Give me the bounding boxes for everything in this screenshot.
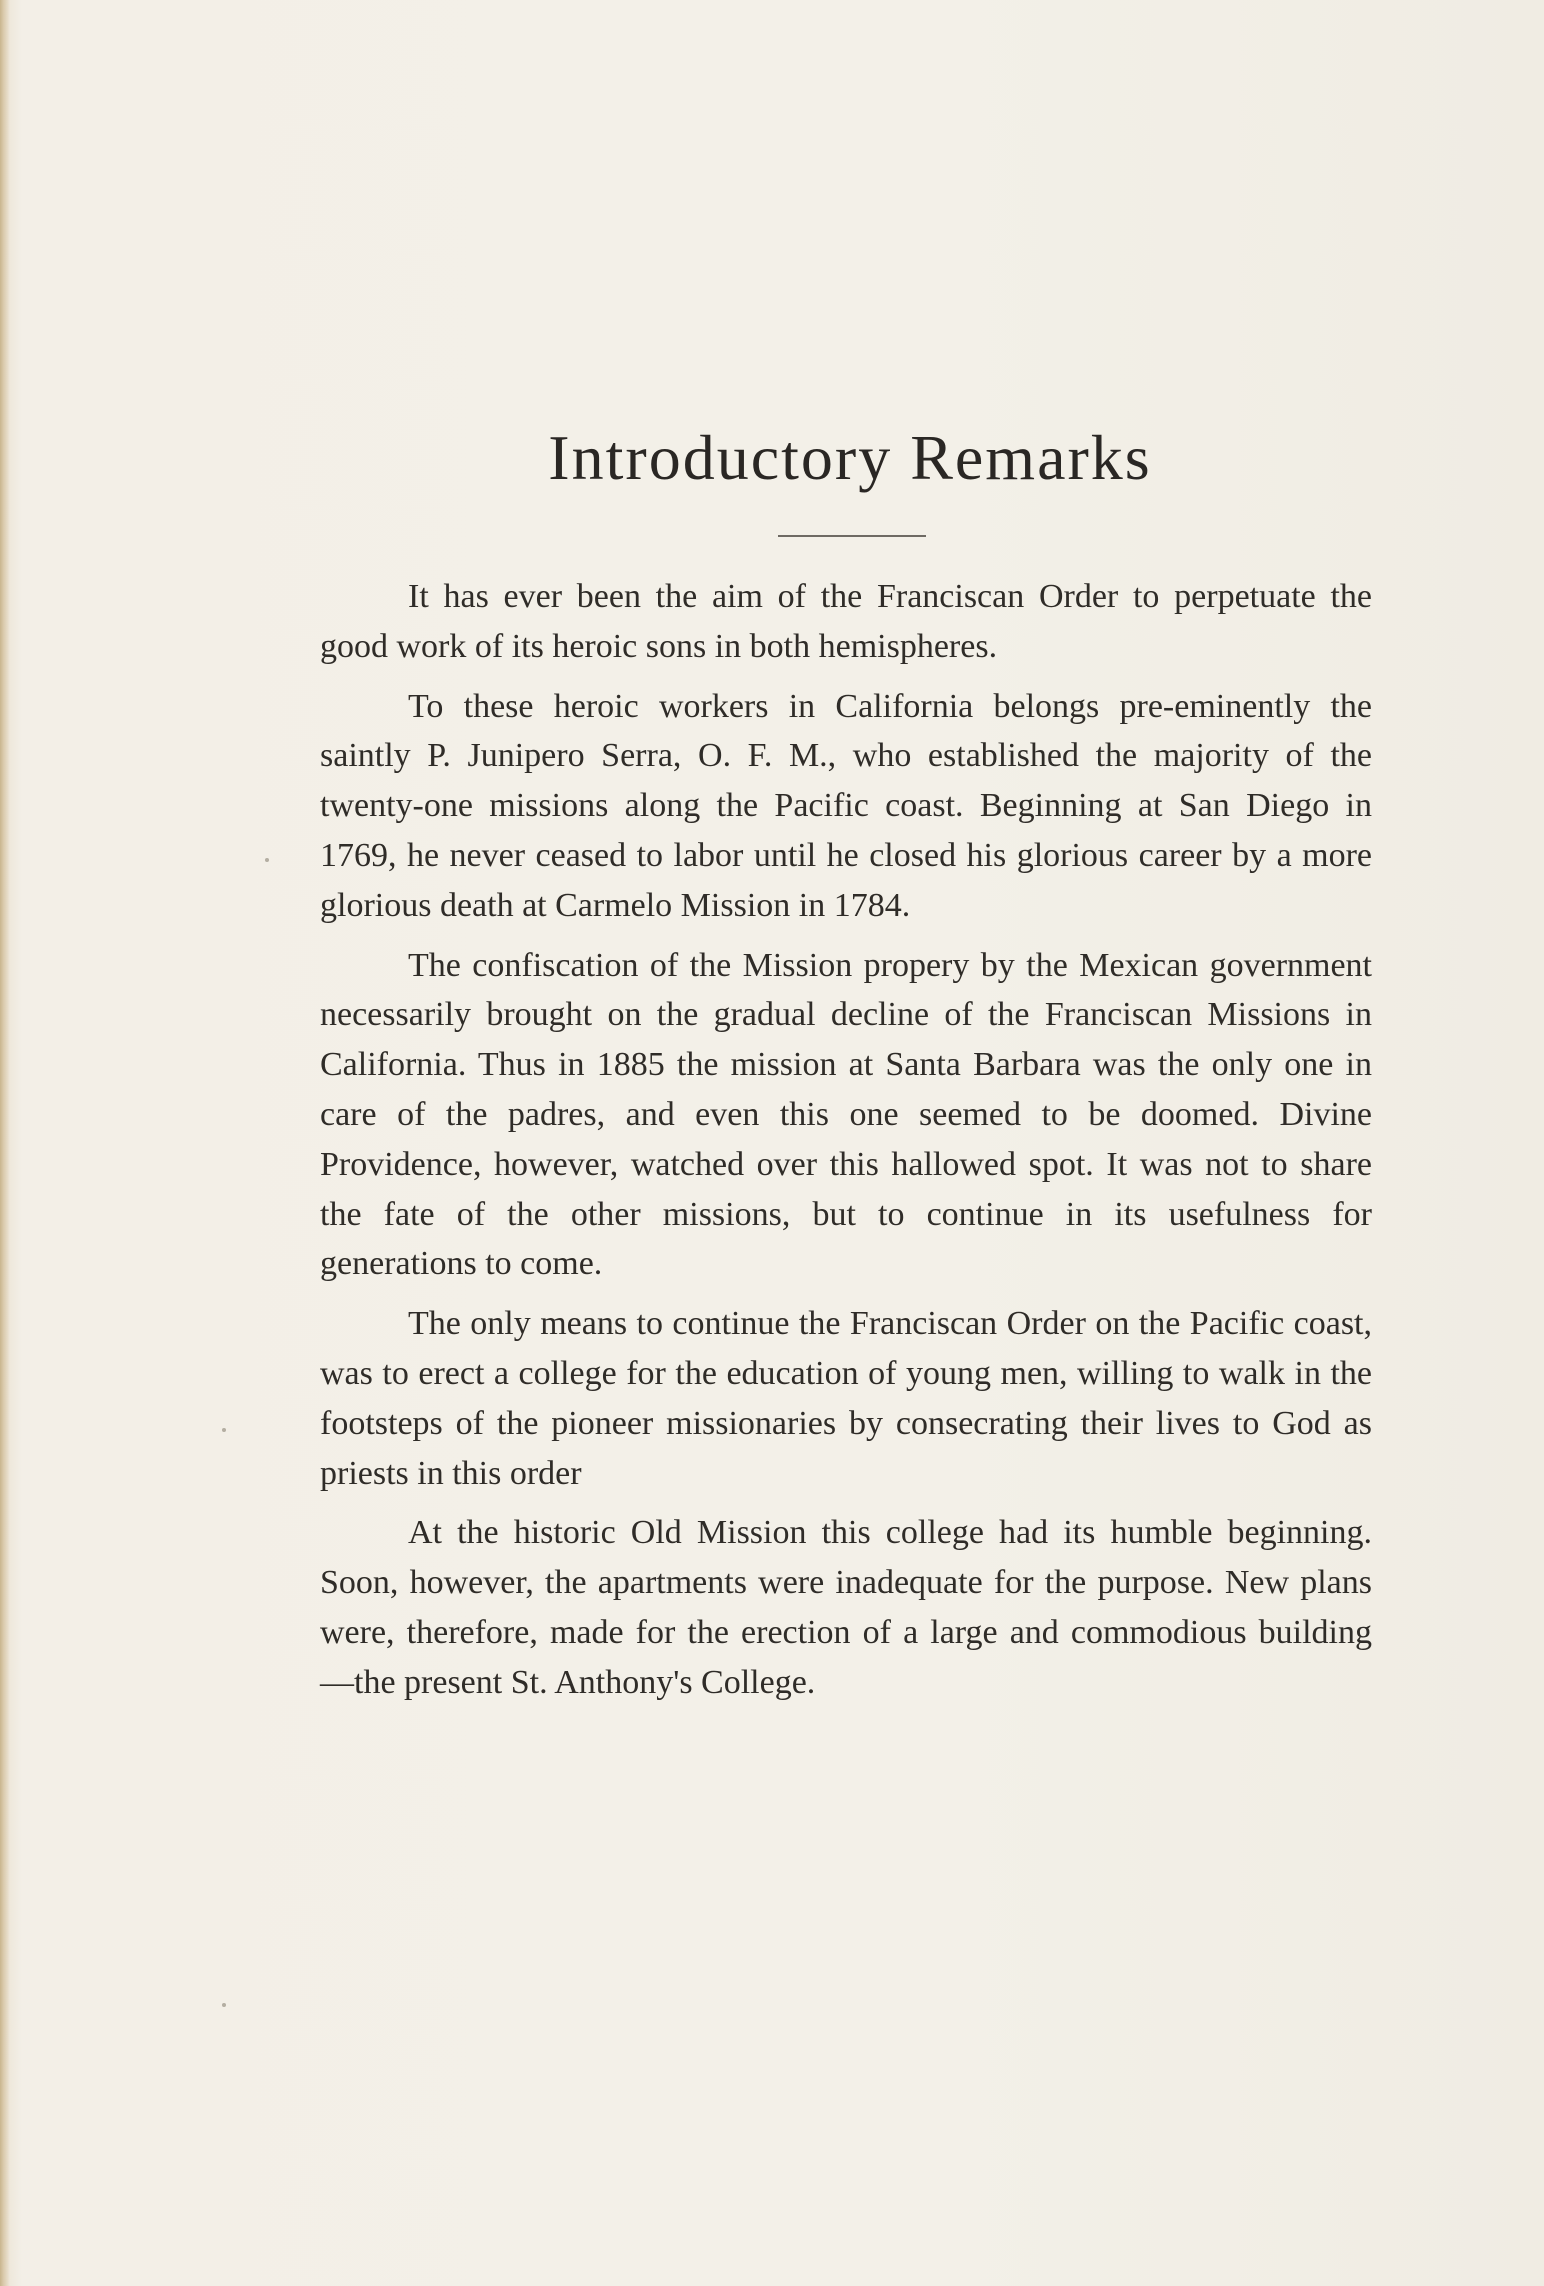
paragraph-3: The confiscation of the Mission propery by the Mexican government necessarily brought on the gradual decline of the Franciscan Missions in California. Thus in 1885 the mission at Santa Barbara was the only one in care of the padres, and even this one seemed to be doomed. Divine Providence, however, watched over this hallowed spot. It was not to share the fate of the other missions, but to continue in its usefulness for generations to come. (320, 946, 1372, 1283)
paragraph-1: It has ever been the aim of the Franciscan Order to perpetuate the good work of its heroic sons in both hemispheres. (320, 578, 1372, 665)
paper-speck (222, 1428, 226, 1432)
paragraph-4: The only means to continue the Franciscan Order on the Pacific coast, was to erect a college for the education of young men, willing to walk in the footsteps of the pioneer missionaries by consecrating their lives to God as priests in this order (320, 1305, 1372, 1492)
paragraph-5: At the historic Old Mission this college had its humble beginning. Soon, however, the apartments were inadequate for the purpose. New plans were, therefore, made for the erection of a large and commodious building —the present St. Anthony's College. (320, 1514, 1372, 1701)
paper-speck (222, 2003, 226, 2007)
body-text (320, 572, 1372, 1718)
paragraph-2: To these heroic workers in California belongs pre-eminently the saintly P. Junipero Serra, O. F. M., who established the majority of the twenty-one missions along the Pacific coast. Beginning at San Diego in 1769, he never ceased to labor until he closed his glorious career by a more glorious death at Carmelo Mission in 1784. (320, 687, 1372, 924)
page-binding-edge (0, 0, 10, 2286)
paper-speck (265, 858, 269, 862)
title-divider (778, 535, 926, 537)
page-title: Introductory Remarks (548, 422, 1152, 493)
